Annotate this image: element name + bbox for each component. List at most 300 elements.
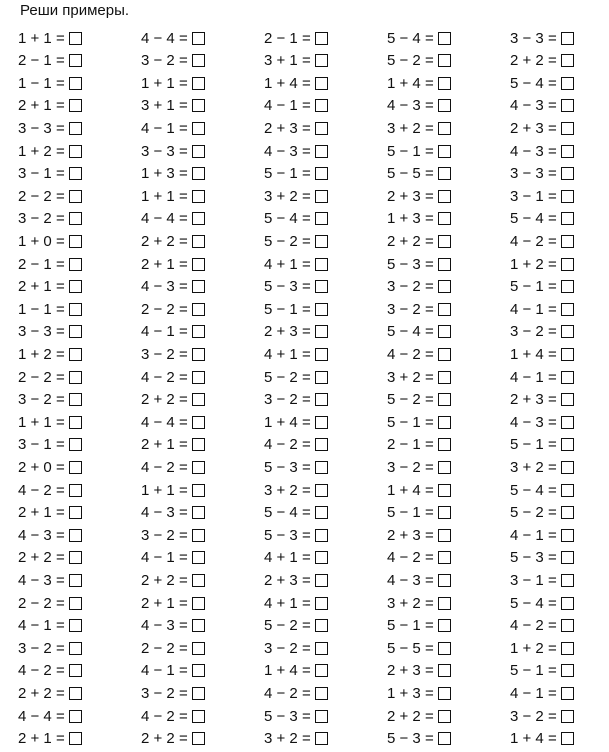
- exercise-expression: 5 − 2 =: [264, 368, 311, 386]
- exercise-expression: 2 − 1 =: [264, 29, 311, 47]
- exercise-expression: 2 − 2 =: [141, 300, 188, 318]
- exercise-expression: 4 − 3 =: [510, 413, 557, 431]
- exercise-expression: 2 − 1 =: [18, 52, 65, 70]
- answer-box[interactable]: [315, 732, 328, 745]
- exercise-item: [510, 501, 574, 525]
- answer-box[interactable]: [315, 619, 328, 632]
- exercise-item: [510, 252, 574, 276]
- answer-box[interactable]: [315, 506, 328, 519]
- answer-box[interactable]: [561, 54, 574, 67]
- answer-box[interactable]: [69, 190, 82, 203]
- exercise-expression: 2 + 2 =: [387, 707, 434, 725]
- answer-box[interactable]: [438, 461, 451, 474]
- answer-box[interactable]: [561, 303, 574, 316]
- exercise-expression: 3 − 2 =: [387, 458, 434, 476]
- answer-box[interactable]: [69, 461, 82, 474]
- exercise-item: [18, 410, 82, 434]
- exercise-item: [387, 410, 451, 434]
- answer-box[interactable]: [315, 484, 328, 497]
- answer-box[interactable]: [561, 99, 574, 112]
- answer-box[interactable]: [315, 574, 328, 587]
- exercise-item: [18, 591, 82, 615]
- answer-box[interactable]: [561, 551, 574, 564]
- exercise-item: [141, 614, 205, 638]
- answer-box[interactable]: [192, 145, 205, 158]
- exercise-expression: 2 + 3 =: [264, 571, 311, 589]
- exercise-expression: 4 − 1 =: [18, 617, 65, 635]
- answer-box[interactable]: [438, 619, 451, 632]
- answer-box[interactable]: [192, 32, 205, 45]
- answer-box[interactable]: [192, 438, 205, 451]
- answer-box[interactable]: [438, 167, 451, 180]
- exercise-item: [510, 162, 574, 186]
- exercise-expression: 5 − 4 =: [264, 210, 311, 228]
- exercise-item: [510, 659, 574, 683]
- answer-box[interactable]: [315, 145, 328, 158]
- answer-box[interactable]: [561, 348, 574, 361]
- answer-box[interactable]: [315, 710, 328, 723]
- exercise-item: [264, 26, 328, 50]
- exercise-expression: 3 + 2 =: [264, 481, 311, 499]
- exercise-item: [141, 365, 205, 389]
- answer-box[interactable]: [315, 122, 328, 135]
- answer-box[interactable]: [315, 280, 328, 293]
- answer-box[interactable]: [438, 597, 451, 610]
- answer-box[interactable]: [192, 280, 205, 293]
- answer-box[interactable]: [315, 597, 328, 610]
- exercise-item: [264, 659, 328, 683]
- answer-box[interactable]: [69, 122, 82, 135]
- exercise-item: [18, 614, 82, 638]
- exercise-item: [141, 49, 205, 73]
- answer-box[interactable]: [315, 642, 328, 655]
- answer-box[interactable]: [192, 619, 205, 632]
- exercise-expression: 5 − 2 =: [387, 391, 434, 409]
- exercise-expression: 1 + 4 =: [510, 345, 557, 363]
- answer-box[interactable]: [192, 54, 205, 67]
- answer-box[interactable]: [192, 325, 205, 338]
- exercise-expression: 5 − 1 =: [510, 662, 557, 680]
- exercise-expression: 5 − 2 =: [387, 52, 434, 70]
- exercise-expression: 1 + 1 =: [18, 29, 65, 47]
- exercise-expression: 1 + 1 =: [141, 74, 188, 92]
- exercise-expression: 3 − 3 =: [18, 323, 65, 341]
- answer-box[interactable]: [561, 619, 574, 632]
- answer-box[interactable]: [438, 190, 451, 203]
- answer-box[interactable]: [69, 235, 82, 248]
- exercise-expression: 5 − 4 =: [510, 594, 557, 612]
- exercise-item: [18, 229, 82, 253]
- answer-box[interactable]: [192, 348, 205, 361]
- exercise-expression: 5 − 3 =: [264, 458, 311, 476]
- answer-box[interactable]: [69, 619, 82, 632]
- exercise-expression: 3 − 2 =: [264, 391, 311, 409]
- answer-box[interactable]: [192, 687, 205, 700]
- exercise-item: [510, 26, 574, 50]
- answer-box[interactable]: [69, 303, 82, 316]
- exercise-item: [510, 297, 574, 321]
- answer-box[interactable]: [69, 77, 82, 90]
- answer-box[interactable]: [561, 325, 574, 338]
- answer-box[interactable]: [69, 280, 82, 293]
- answer-box[interactable]: [315, 54, 328, 67]
- answer-box[interactable]: [561, 280, 574, 293]
- answer-box[interactable]: [69, 438, 82, 451]
- answer-box[interactable]: [192, 506, 205, 519]
- answer-box[interactable]: [315, 687, 328, 700]
- exercise-item: [387, 184, 451, 208]
- answer-box[interactable]: [438, 416, 451, 429]
- answer-box[interactable]: [561, 32, 574, 45]
- exercise-item: [18, 659, 82, 683]
- exercise-item: [141, 659, 205, 683]
- exercise-item: [264, 297, 328, 321]
- exercise-expression: 3 − 2 =: [141, 684, 188, 702]
- answer-box[interactable]: [192, 235, 205, 248]
- answer-box[interactable]: [561, 438, 574, 451]
- answer-box[interactable]: [438, 484, 451, 497]
- exercise-item: [18, 433, 82, 457]
- exercise-item: [18, 26, 82, 50]
- exercise-expression: 4 − 3 =: [141, 278, 188, 296]
- answer-box[interactable]: [561, 687, 574, 700]
- exercise-item: [141, 320, 205, 344]
- answer-box[interactable]: [315, 529, 328, 542]
- answer-box[interactable]: [438, 506, 451, 519]
- answer-box[interactable]: [192, 664, 205, 677]
- exercise-item: [264, 365, 328, 389]
- exercise-item: [510, 523, 574, 547]
- exercise-expression: 2 − 2 =: [18, 368, 65, 386]
- answer-box[interactable]: [192, 642, 205, 655]
- answer-box[interactable]: [192, 212, 205, 225]
- exercise-expression: 5 − 1 =: [264, 300, 311, 318]
- answer-box[interactable]: [315, 348, 328, 361]
- exercise-expression: 3 − 1 =: [18, 436, 65, 454]
- exercise-expression: 3 − 2 =: [18, 639, 65, 657]
- answer-box[interactable]: [315, 664, 328, 677]
- exercise-expression: 3 − 3 =: [18, 119, 65, 137]
- answer-box[interactable]: [561, 461, 574, 474]
- exercise-item: [18, 523, 82, 547]
- answer-box[interactable]: [315, 190, 328, 203]
- exercise-expression: 4 − 4 =: [141, 210, 188, 228]
- exercise-item: [18, 478, 82, 502]
- answer-box[interactable]: [192, 258, 205, 271]
- exercise-expression: 2 + 1 =: [141, 255, 188, 273]
- answer-box[interactable]: [192, 710, 205, 723]
- exercise-item: [264, 568, 328, 592]
- answer-box[interactable]: [69, 54, 82, 67]
- exercise-expression: 3 − 2 =: [387, 300, 434, 318]
- exercise-item: [264, 162, 328, 186]
- answer-box[interactable]: [192, 529, 205, 542]
- exercise-expression: 3 + 2 =: [387, 368, 434, 386]
- answer-box[interactable]: [192, 461, 205, 474]
- answer-box[interactable]: [438, 732, 451, 745]
- answer-box[interactable]: [315, 303, 328, 316]
- exercise-item: [141, 727, 205, 751]
- answer-box[interactable]: [438, 212, 451, 225]
- exercise-expression: 3 − 3 =: [510, 29, 557, 47]
- answer-box[interactable]: [438, 258, 451, 271]
- exercise-item: [510, 184, 574, 208]
- exercise-expression: 4 + 1 =: [264, 549, 311, 567]
- answer-box[interactable]: [192, 416, 205, 429]
- answer-box[interactable]: [561, 484, 574, 497]
- answer-box[interactable]: [315, 416, 328, 429]
- exercise-expression: 4 − 3 =: [510, 97, 557, 115]
- exercise-expression: 4 − 2 =: [264, 684, 311, 702]
- exercise-item: [18, 681, 82, 705]
- exercise-expression: 4 − 1 =: [264, 97, 311, 115]
- exercise-expression: 3 + 1 =: [264, 52, 311, 70]
- answer-box[interactable]: [69, 145, 82, 158]
- answer-box[interactable]: [315, 371, 328, 384]
- answer-box[interactable]: [192, 551, 205, 564]
- answer-box[interactable]: [438, 145, 451, 158]
- exercise-expression: 4 − 1 =: [510, 684, 557, 702]
- answer-box[interactable]: [438, 642, 451, 655]
- page-title: Реши примеры.: [20, 2, 130, 19]
- exercise-item: [264, 681, 328, 705]
- answer-box[interactable]: [438, 77, 451, 90]
- exercise-item: [387, 636, 451, 660]
- answer-box[interactable]: [69, 167, 82, 180]
- answer-box[interactable]: [69, 710, 82, 723]
- exercise-item: [264, 320, 328, 344]
- answer-box[interactable]: [69, 371, 82, 384]
- exercise-expression: 1 + 1 =: [141, 187, 188, 205]
- exercise-expression: 3 − 1 =: [18, 165, 65, 183]
- answer-box[interactable]: [192, 574, 205, 587]
- answer-box[interactable]: [438, 438, 451, 451]
- answer-box[interactable]: [438, 574, 451, 587]
- exercise-item: [18, 116, 82, 140]
- exercise-expression: 4 − 2 =: [264, 436, 311, 454]
- exercise-item: [18, 252, 82, 276]
- answer-box[interactable]: [315, 167, 328, 180]
- exercise-expression: 2 + 3 =: [387, 662, 434, 680]
- answer-box[interactable]: [69, 642, 82, 655]
- exercise-expression: 3 − 2 =: [18, 391, 65, 409]
- exercise-expression: 4 − 1 =: [141, 662, 188, 680]
- answer-box[interactable]: [69, 212, 82, 225]
- answer-box[interactable]: [561, 506, 574, 519]
- exercise-expression: 3 − 1 =: [510, 571, 557, 589]
- exercise-expression: 4 − 3 =: [18, 526, 65, 544]
- exercise-expression: 4 + 1 =: [264, 594, 311, 612]
- exercise-expression: 1 + 1 =: [141, 481, 188, 499]
- answer-box[interactable]: [69, 506, 82, 519]
- answer-box[interactable]: [192, 122, 205, 135]
- exercise-item: [141, 410, 205, 434]
- answer-box[interactable]: [561, 597, 574, 610]
- answer-box[interactable]: [561, 710, 574, 723]
- exercise-expression: 1 − 1 =: [18, 74, 65, 92]
- answer-box[interactable]: [438, 348, 451, 361]
- answer-box[interactable]: [438, 551, 451, 564]
- exercise-expression: 2 + 1 =: [18, 730, 65, 748]
- exercise-item: [387, 139, 451, 163]
- exercise-expression: 2 + 1 =: [18, 504, 65, 522]
- answer-box[interactable]: [192, 393, 205, 406]
- exercise-expression: 3 − 3 =: [510, 165, 557, 183]
- answer-box[interactable]: [561, 574, 574, 587]
- exercise-expression: 5 − 4 =: [510, 481, 557, 499]
- exercise-expression: 1 + 4 =: [264, 413, 311, 431]
- answer-box[interactable]: [438, 529, 451, 542]
- answer-box[interactable]: [69, 551, 82, 564]
- exercise-item: [18, 275, 82, 299]
- exercise-item: [264, 478, 328, 502]
- answer-box[interactable]: [561, 77, 574, 90]
- exercise-item: [510, 207, 574, 231]
- answer-box[interactable]: [192, 597, 205, 610]
- answer-box[interactable]: [69, 687, 82, 700]
- exercise-expression: 5 − 4 =: [510, 210, 557, 228]
- answer-box[interactable]: [438, 687, 451, 700]
- exercise-item: [510, 568, 574, 592]
- answer-box[interactable]: [561, 167, 574, 180]
- answer-box[interactable]: [438, 235, 451, 248]
- answer-box[interactable]: [561, 122, 574, 135]
- answer-box[interactable]: [561, 642, 574, 655]
- answer-box[interactable]: [561, 212, 574, 225]
- answer-box[interactable]: [315, 461, 328, 474]
- exercise-item: [141, 184, 205, 208]
- exercise-item: [141, 704, 205, 728]
- answer-box[interactable]: [315, 551, 328, 564]
- answer-box[interactable]: [315, 32, 328, 45]
- exercise-expression: 5 − 1 =: [264, 165, 311, 183]
- answer-box[interactable]: [438, 32, 451, 45]
- answer-box[interactable]: [69, 32, 82, 45]
- answer-box[interactable]: [315, 212, 328, 225]
- answer-box[interactable]: [438, 99, 451, 112]
- answer-box[interactable]: [561, 258, 574, 271]
- answer-box[interactable]: [561, 393, 574, 406]
- exercise-expression: 4 − 1 =: [141, 323, 188, 341]
- answer-box[interactable]: [315, 77, 328, 90]
- exercise-item: [141, 681, 205, 705]
- answer-box[interactable]: [561, 235, 574, 248]
- answer-box[interactable]: [69, 393, 82, 406]
- answer-box[interactable]: [438, 54, 451, 67]
- exercise-expression: 2 + 1 =: [141, 594, 188, 612]
- answer-box[interactable]: [438, 303, 451, 316]
- exercise-item: [510, 94, 574, 118]
- answer-box[interactable]: [315, 438, 328, 451]
- exercise-item: [264, 546, 328, 570]
- answer-box[interactable]: [438, 664, 451, 677]
- exercise-item: [387, 297, 451, 321]
- answer-box[interactable]: [438, 710, 451, 723]
- exercise-expression: 1 + 4 =: [264, 74, 311, 92]
- answer-box[interactable]: [438, 371, 451, 384]
- answer-box[interactable]: [315, 325, 328, 338]
- answer-box[interactable]: [69, 416, 82, 429]
- exercise-item: [510, 116, 574, 140]
- answer-box[interactable]: [69, 529, 82, 542]
- answer-box[interactable]: [192, 190, 205, 203]
- exercise-expression: 2 + 2 =: [141, 571, 188, 589]
- exercise-expression: 4 − 4 =: [141, 29, 188, 47]
- answer-box[interactable]: [561, 371, 574, 384]
- exercise-expression: 5 − 3 =: [264, 707, 311, 725]
- answer-box[interactable]: [561, 190, 574, 203]
- answer-box[interactable]: [315, 258, 328, 271]
- answer-box[interactable]: [69, 574, 82, 587]
- exercise-item: [18, 94, 82, 118]
- answer-box[interactable]: [192, 303, 205, 316]
- answer-box[interactable]: [69, 325, 82, 338]
- answer-box[interactable]: [438, 280, 451, 293]
- answer-box[interactable]: [561, 145, 574, 158]
- answer-box[interactable]: [561, 416, 574, 429]
- exercise-expression: 4 − 3 =: [141, 617, 188, 635]
- exercise-item: [387, 478, 451, 502]
- answer-box[interactable]: [561, 732, 574, 745]
- answer-box[interactable]: [438, 122, 451, 135]
- exercise-expression: 3 − 2 =: [18, 210, 65, 228]
- exercise-expression: 1 + 4 =: [264, 662, 311, 680]
- answer-box[interactable]: [192, 371, 205, 384]
- answer-box[interactable]: [561, 664, 574, 677]
- answer-box[interactable]: [192, 484, 205, 497]
- answer-box[interactable]: [192, 77, 205, 90]
- exercise-expression: 1 + 4 =: [387, 74, 434, 92]
- exercise-item: [387, 342, 451, 366]
- answer-box[interactable]: [69, 664, 82, 677]
- answer-box[interactable]: [69, 258, 82, 271]
- answer-box[interactable]: [315, 393, 328, 406]
- exercise-expression: 2 − 2 =: [18, 187, 65, 205]
- exercise-item: [387, 727, 451, 751]
- answer-box[interactable]: [69, 484, 82, 497]
- answer-box[interactable]: [561, 529, 574, 542]
- answer-box[interactable]: [69, 732, 82, 745]
- answer-box[interactable]: [192, 167, 205, 180]
- exercise-item: [510, 342, 574, 366]
- exercise-item: [387, 275, 451, 299]
- exercise-item: [141, 523, 205, 547]
- exercise-item: [141, 252, 205, 276]
- exercise-item: [510, 320, 574, 344]
- answer-box[interactable]: [192, 99, 205, 112]
- exercise-expression: 5 − 5 =: [387, 639, 434, 657]
- exercise-item: [141, 275, 205, 299]
- exercise-item: [387, 568, 451, 592]
- exercise-expression: 1 + 4 =: [387, 481, 434, 499]
- exercise-expression: 2 + 1 =: [18, 97, 65, 115]
- exercise-expression: 5 − 4 =: [510, 74, 557, 92]
- exercise-expression: 5 − 1 =: [387, 504, 434, 522]
- answer-box[interactable]: [69, 99, 82, 112]
- answer-box[interactable]: [315, 99, 328, 112]
- exercise-item: [510, 591, 574, 615]
- exercise-item: [141, 139, 205, 163]
- answer-box[interactable]: [192, 732, 205, 745]
- exercise-item: [18, 49, 82, 73]
- answer-box[interactable]: [69, 597, 82, 610]
- exercise-item: [510, 681, 574, 705]
- answer-box[interactable]: [438, 325, 451, 338]
- answer-box[interactable]: [315, 235, 328, 248]
- answer-box[interactable]: [69, 348, 82, 361]
- exercise-item: [510, 727, 574, 751]
- answer-box[interactable]: [438, 393, 451, 406]
